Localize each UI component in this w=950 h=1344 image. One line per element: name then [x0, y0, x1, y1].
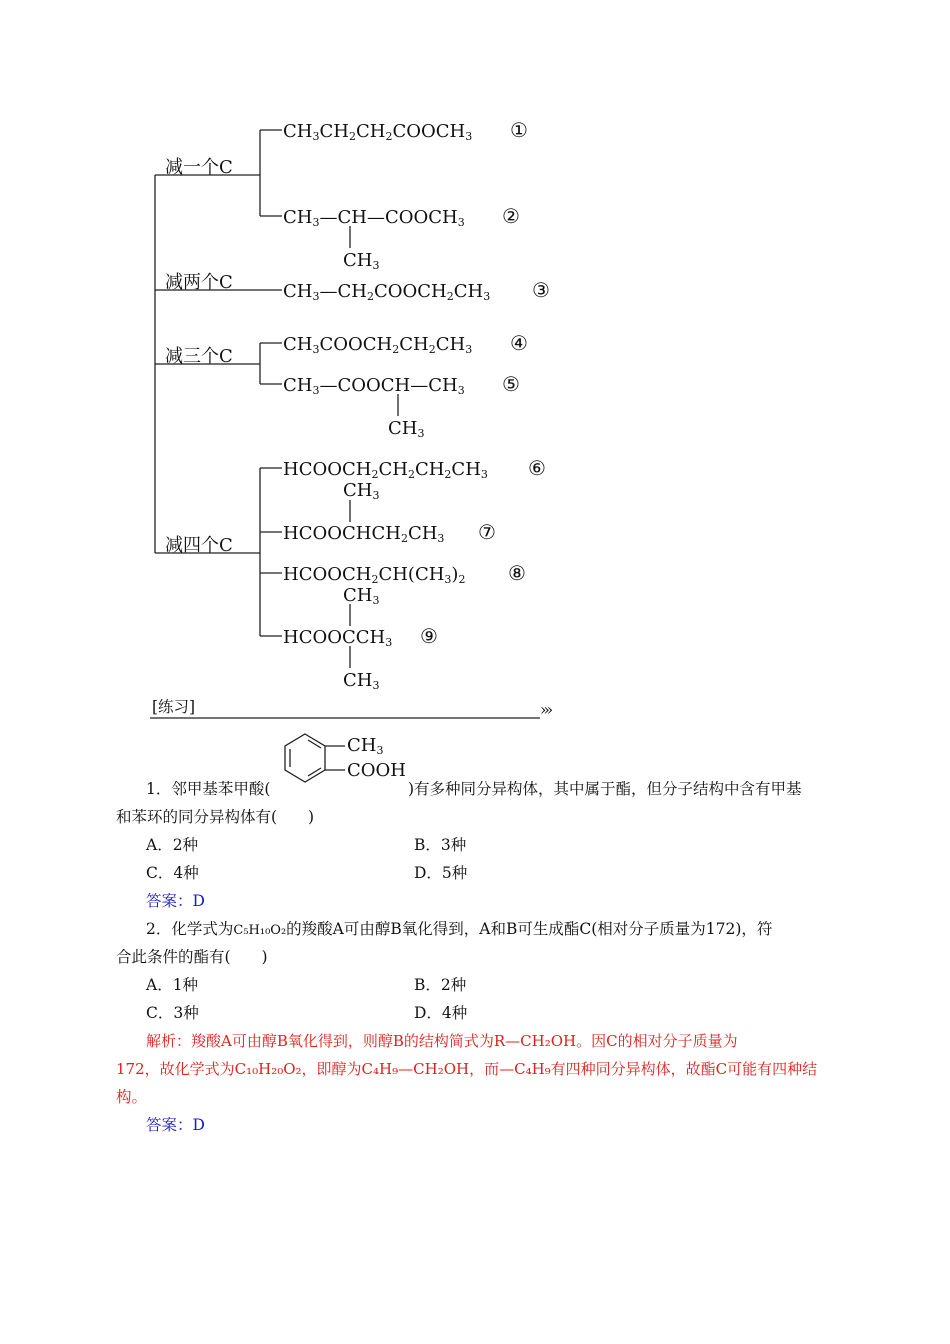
formula-3: $CH_3—CH_2COOCH_2CH_3$ [283, 281, 491, 303]
formula-number: ② [502, 204, 520, 228]
formula-6: $HCOOCH_2CH_2CH_2CH_3$ [283, 459, 488, 481]
q2-text-line1: 2．化学式为C₅H₁₀O₂的羧酸A可由醇B氧化得到，A和B可生成酯C(相对分子质量为172)，符 [146, 920, 773, 938]
q1-text-line2: 和苯环的同分异构体有( ) [116, 808, 315, 826]
q2-option-d: D．4种 [414, 1004, 468, 1022]
formula-2: $CH_3—CH—COOCH_3$ [283, 207, 465, 229]
q1-text-start: 1．邻甲基苯甲酸( [146, 780, 271, 798]
formula-number: ③ [532, 278, 550, 302]
formula-1: $CH_3CH_2CH_2COOCH_3$ [283, 121, 473, 143]
benzene-ring [285, 734, 345, 782]
practice-header: [练习] [152, 698, 196, 716]
q2-analysis-line2: 172，故化学式为C₁₀H₂₀O₂，即醇为C₄H₉—CH₂OH，而—C₄H₉有四种同分异构体，故酯C可能有四种结 [116, 1060, 818, 1078]
q1-option-d: D．5种 [414, 864, 468, 882]
branch-label: 减三个C [165, 346, 233, 367]
formula-number: ⑦ [478, 520, 496, 544]
header-arrows: ››› [540, 700, 551, 719]
substituent: $CH_3$ [343, 480, 380, 502]
formula-7: $HCOOCHCH_2CH_3$ [283, 523, 445, 545]
q1-answer: 答案：D [146, 892, 205, 910]
q1-option-a: A．2种 [146, 836, 199, 854]
q2-option-c: C．3种 [146, 1004, 199, 1022]
formula-8: $HCOOCH_2CH(CH_3)_2$ [283, 564, 466, 586]
formula-number: ⑤ [502, 372, 520, 396]
q2-option-b: B．2种 [414, 976, 467, 994]
formula-9: $HCOOCCH_3$ [283, 627, 393, 649]
q1-option-b: B．3种 [414, 836, 467, 854]
q1-option-c: C．4种 [146, 864, 199, 882]
q2-text-line2: 合此条件的酯有( ) [116, 948, 268, 966]
q2-analysis-line1: 解析：羧酸A可由醇B氧化得到，则醇B的结构简式为R—CH₂OH。因C的相对分子质量为 [146, 1032, 738, 1050]
formula-number: ⑥ [528, 456, 546, 480]
q2-option-a: A．1种 [146, 976, 199, 994]
branch-label: 减两个C [165, 272, 233, 293]
formula-number: ④ [510, 331, 528, 355]
formula-number: ⑧ [508, 561, 526, 585]
formula-4: $CH_3COOCH_2CH_2CH_3$ [283, 334, 473, 356]
substituent: $CH_3$ [343, 585, 380, 607]
structure-label-ch3: $CH_3$ [347, 735, 384, 757]
substituent: $CH_3$ [388, 418, 425, 440]
substituent: $CH_3$ [343, 670, 380, 692]
q2-answer: 答案：D [146, 1116, 205, 1134]
formula-5: $CH_3—COOCH—CH_3$ [283, 375, 465, 397]
branch-label: 减四个C [165, 535, 233, 556]
branch-label: 减一个C [165, 157, 233, 178]
substituent: $CH_3$ [343, 250, 380, 272]
q2-analysis-line3: 构。 [116, 1088, 148, 1106]
q2-formula: C₅H₁₀O₂ [233, 923, 287, 938]
q1-text-end: )有多种同分异构体，其中属于酯，但分子结构中含有甲基 [408, 780, 802, 798]
structure-label-cooh: COOH [347, 760, 406, 781]
formula-number: ① [510, 118, 528, 142]
formula-number: ⑨ [420, 624, 438, 648]
